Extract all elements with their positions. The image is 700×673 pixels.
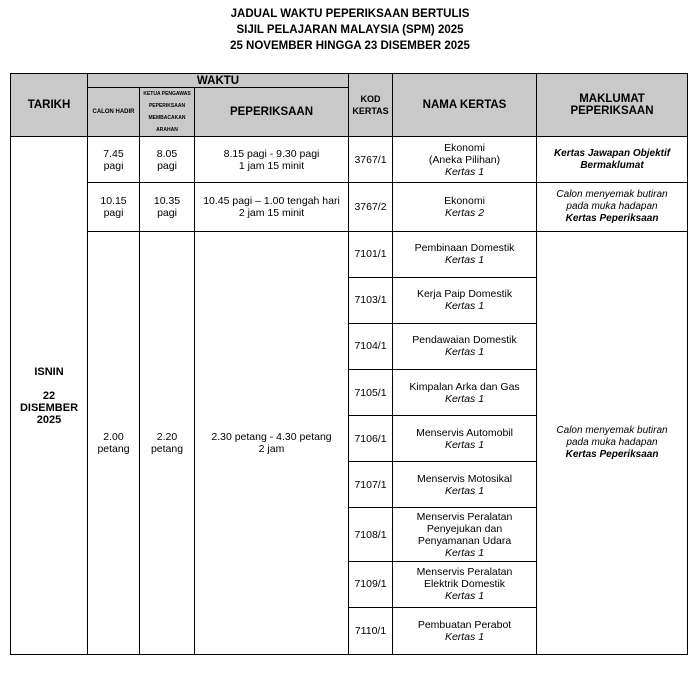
maklumat-cell: Calon menyemak butiran pada muka hadapan Kertas Peperiksaan xyxy=(537,183,688,231)
header-kod-kertas: KOD KERTAS xyxy=(349,74,393,137)
nama-kertas-cell: Ekonomi (Aneka Pilihan) Kertas 1 xyxy=(393,137,537,183)
kertas-label: Kertas 1 xyxy=(444,254,485,267)
kod-kertas-cell: 3767/1 xyxy=(349,137,393,183)
nama-kertas-cell: Menservis Peralatan Elektrik Domestik Kertas 1 xyxy=(393,561,537,607)
nama-kertas-cell: Kimpalan Arka dan Gas Kertas 1 xyxy=(393,369,537,415)
kod-kertas-cell: 7110/1 xyxy=(349,607,393,654)
kertas-label: Kertas 1 xyxy=(444,484,485,497)
kertas-label: Kertas 1 xyxy=(444,546,485,559)
kertas-label: Kertas 1 xyxy=(444,300,485,313)
kertas-label: Kertas 1 xyxy=(444,346,485,359)
ketua-pengawas-cell: 10.35 pagi xyxy=(140,183,195,231)
maklumat-cell: Calon menyemak butiran pada muka hadapan Kertas Peperiksaan xyxy=(537,231,688,654)
document-title xyxy=(0,6,700,54)
kertas-label: Kertas 1 xyxy=(444,630,485,643)
header-nama-kertas: NAMA KERTAS xyxy=(393,74,537,137)
ketua-pengawas-cell: 8.05 pagi xyxy=(140,137,195,183)
calon-hadir-cell: 10.15 pagi xyxy=(88,183,140,231)
nama-kertas-cell: Menservis Peralatan Penyejukan dan Penyamanan Udara Kertas 1 xyxy=(393,508,537,561)
kod-kertas-cell: 3767/2 xyxy=(349,183,393,231)
title-line-1: JADUAL WAKTU PEPERIKSAAN BERTULIS xyxy=(230,8,470,20)
kod-kertas-cell: 7103/1 xyxy=(349,277,393,323)
calon-hadir-cell: 7.45 pagi xyxy=(88,137,140,183)
kod-kertas-cell: 7109/1 xyxy=(349,561,393,607)
date-day: ISNIN xyxy=(34,365,64,378)
kod-kertas-cell: 7104/1 xyxy=(349,323,393,369)
nama-kertas-cell: Pembinaan Domestik Kertas 1 xyxy=(393,231,537,277)
date-cell xyxy=(11,137,88,655)
maklumat-cell: Kertas Jawapan Objektif Bermaklumat xyxy=(537,137,688,183)
nama-kertas-cell: Ekonomi Kertas 2 xyxy=(393,183,537,231)
ketua-pengawas-cell: 2.20 petang xyxy=(140,231,195,654)
header-tarikh: TARIKH xyxy=(11,74,88,137)
header-peperiksaan: PEPERIKSAAN xyxy=(195,88,349,137)
kertas-label: Kertas 2 xyxy=(444,206,485,219)
header-calon-hadir: CALON HADIR xyxy=(88,88,140,137)
peperiksaan-cell: 10.45 pagi – 1.00 tengah hari 2 jam 15 minit xyxy=(195,183,349,231)
title-line-3: 25 NOVEMBER HINGGA 23 DISEMBER 2025 xyxy=(230,40,470,52)
nama-kertas-cell: Menservis Motosikal Kertas 1 xyxy=(393,462,537,508)
date-month: DISEMBER xyxy=(19,401,79,414)
date-year: 2025 xyxy=(36,413,62,426)
header-ketua-pengawas: KETUA PENGAWAS PEPERIKSAAN MEMBACAKAN ARAHAN xyxy=(140,88,195,137)
kod-kertas-cell: 7106/1 xyxy=(349,416,393,462)
kod-kertas-cell: 7101/1 xyxy=(349,231,393,277)
calon-hadir-cell: 2.00 petang xyxy=(88,231,140,654)
nama-kertas-cell: Menservis Automobil Kertas 1 xyxy=(393,416,537,462)
kod-kertas-cell: 7107/1 xyxy=(349,462,393,508)
kertas-label: Kertas 1 xyxy=(444,590,485,603)
header-maklumat: MAKLUMAT PEPERIKSAAN xyxy=(537,74,688,137)
title-line-2: SIJIL PELAJARAN MALAYSIA (SPM) 2025 xyxy=(236,24,464,36)
date-number: 22 xyxy=(42,389,56,402)
kod-kertas-cell: 7108/1 xyxy=(349,508,393,561)
exam-schedule-table xyxy=(10,73,688,655)
peperiksaan-cell: 8.15 pagi - 9.30 pagi 1 jam 15 minit xyxy=(195,137,349,183)
nama-kertas-cell: Pembuatan Perabot Kertas 1 xyxy=(393,607,537,654)
nama-kertas-cell: Pendawaian Domestik Kertas 1 xyxy=(393,323,537,369)
kod-kertas-cell: 7105/1 xyxy=(349,369,393,415)
kertas-label: Kertas 1 xyxy=(444,165,485,178)
header-waktu: WAKTU xyxy=(88,74,349,88)
peperiksaan-cell: 2.30 petang - 4.30 petang 2 jam xyxy=(195,231,349,654)
nama-kertas-cell: Kerja Paip Domestik Kertas 1 xyxy=(393,277,537,323)
kertas-label: Kertas 1 xyxy=(444,438,485,451)
kertas-label: Kertas 1 xyxy=(444,392,485,405)
